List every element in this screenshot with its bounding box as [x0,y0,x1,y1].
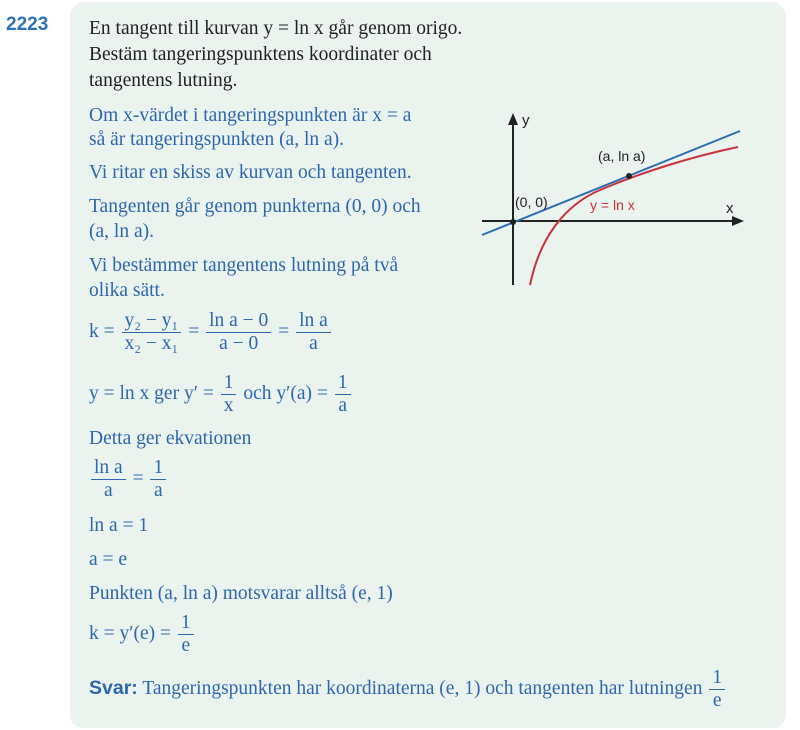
tangent-point [626,173,632,179]
slope-fraction-3 [296,310,331,355]
derivative-fraction [221,372,237,417]
ln-a-equation: ln a = 1 [89,515,149,536]
equals-sign: = [132,467,144,489]
solution-p5: Detta ger ekvationen [89,428,252,449]
derivative-at-a-numerator: 1 [335,372,351,395]
derivative-at-a-fraction [335,372,351,417]
fraction-2-numerator: ln a − 0 [206,310,271,333]
equation-lhs-numerator: ln a [91,457,126,480]
equation-rhs-numerator: 1 [150,457,166,480]
solution-p1a: Om x-värdet i tangeringspunkten är x = a [89,105,412,126]
derivative-middle: och y′(a) = [243,382,328,404]
question-line-2: Bestäm tangeringspunktens koordinater och [89,44,432,65]
x-axis-arrow-icon [732,216,744,226]
k-final-denominator: e [181,635,191,656]
k-label: k = [89,320,115,342]
solution-p4a: Vi bestämmer tangentens lutning på två [89,255,399,276]
answer-denominator: e [712,690,722,711]
solution-p4b: olika sätt. [89,280,165,301]
derivative-lhs: y = ln x ger y′ = [89,382,214,404]
k-final-numerator: 1 [178,612,194,635]
x-axis-label: x [726,200,734,217]
k-final-lhs: k = y′(e) = [89,622,172,644]
equation-lhs-fraction [91,457,126,502]
question-line-1: En tangent till kurvan y = ln x går genom origo. [89,18,463,39]
equation-rhs-denominator: a [154,480,163,501]
slope-formula [89,310,333,355]
point-label: (a, ln a) [598,148,646,164]
a-equals-e: a = e [89,549,128,570]
slope-fraction-2 [206,310,271,355]
problem-number: 2223 [6,14,49,35]
tangent-line [482,131,740,235]
slope-fraction [122,310,182,355]
question-line-3: tangentens lutning. [89,70,238,91]
equation-rhs-fraction [150,457,166,502]
equation-line [89,457,168,502]
k-final-fraction [178,612,194,657]
solution-p1b: så är tangeringspunkten (a, ln a). [89,129,345,150]
solution-p2: Vi ritar en skiss av kurvan och tangenten. [89,162,412,183]
answer-line [89,667,727,712]
ln-curve [530,147,738,285]
derivative-at-a-denominator: a [338,395,347,416]
y-axis-arrow-icon [508,113,518,125]
slope-numerator: y₂ − y₁ [122,310,182,333]
fraction-3-denominator: a [309,333,318,354]
derivative-numerator: 1 [221,372,237,395]
equals-sign: = [278,320,290,342]
fraction-2-denominator: a − 0 [219,333,259,354]
y-axis-label: y [522,112,530,129]
origin-point [510,219,516,225]
curve-label: y = ln x [590,197,635,213]
answer-numerator: 1 [709,667,725,690]
solution-p3a: Tangenten går genom punkterna (0, 0) och [89,196,421,217]
derivative-denominator: x [223,395,234,416]
fraction-3-numerator: ln a [296,310,331,333]
equation-lhs-denominator: a [104,480,113,501]
derivative-line [89,372,353,417]
tangent-sketch [470,105,760,295]
origin-label: (0, 0) [515,194,548,210]
answer-label: Svar: [89,676,138,699]
equals-sign: = [188,320,200,342]
answer-fraction [709,667,725,712]
slope-denominator: x₂ − x₁ [124,333,179,354]
k-final-line [89,612,196,657]
solution-p6: Punkten (a, ln a) motsvarar alltså (e, 1) [89,583,393,604]
solution-p3b: (a, ln a). [89,221,154,242]
answer-text: Tangeringspunkten har koordinaterna (e, 1) och tangenten har lutningen [142,677,703,699]
